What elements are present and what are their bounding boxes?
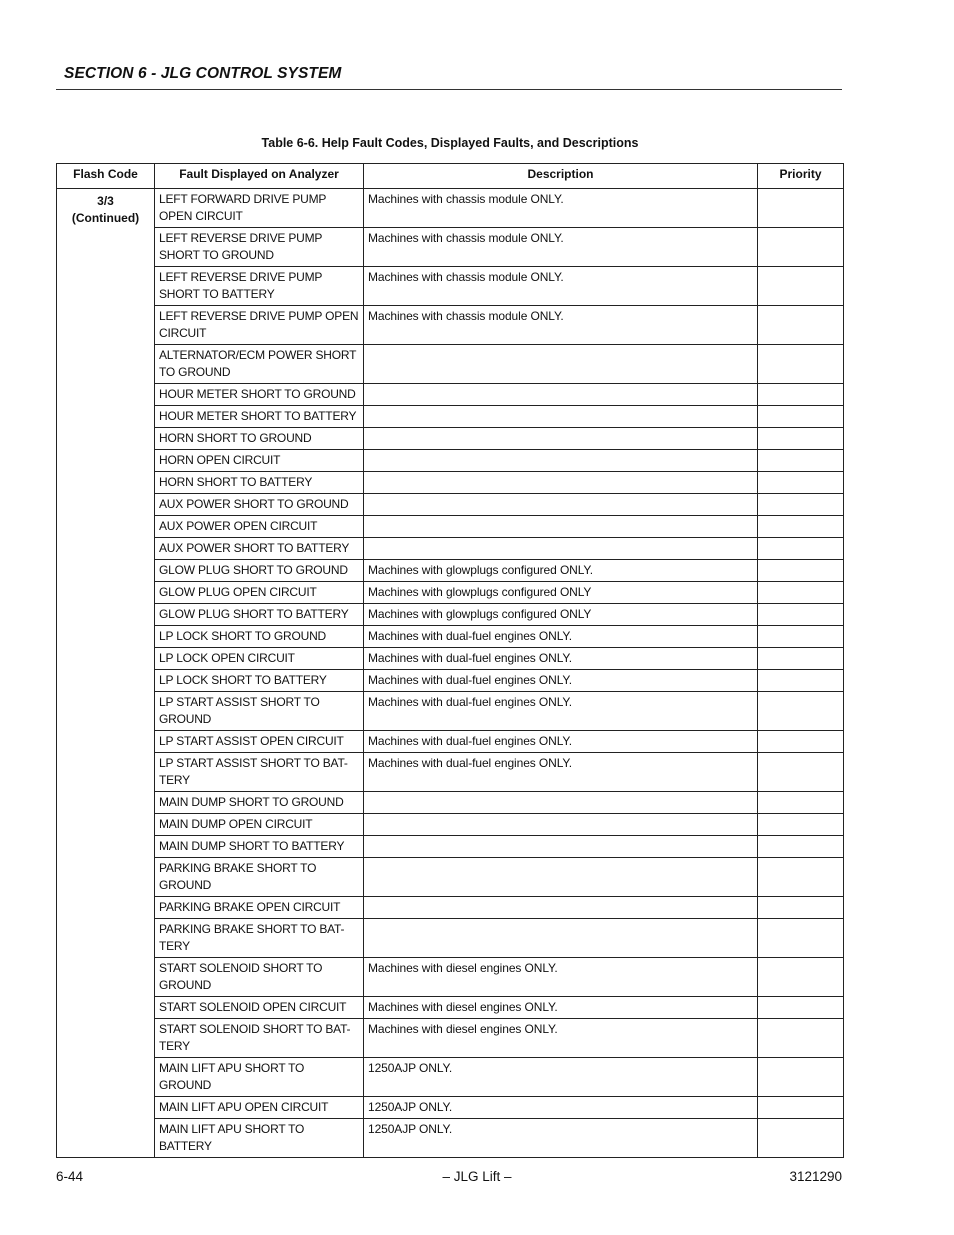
description-cell: 1250AJP ONLY. (364, 1119, 758, 1158)
description-cell (364, 384, 758, 406)
fault-cell: AUX POWER OPEN CIRCUIT (155, 516, 364, 538)
table-row (57, 958, 844, 997)
fault-cell: HORN SHORT TO BATTERY (155, 472, 364, 494)
table-row (57, 228, 844, 267)
priority-cell (758, 836, 844, 858)
flash-code-note: (Continued) (71, 211, 140, 225)
table-row (57, 560, 844, 582)
fault-cell: MAIN LIFT APU SHORT TO BATTERY (155, 1119, 364, 1158)
fault-cell: LEFT FORWARD DRIVE PUMP OPEN CIRCUIT (155, 189, 364, 228)
priority-cell (758, 582, 844, 604)
table-row (57, 692, 844, 731)
table-row (57, 428, 844, 450)
description-cell (364, 494, 758, 516)
priority-cell (758, 997, 844, 1019)
table-row (57, 858, 844, 897)
fault-cell: ALTERNATOR/ECM POWER SHORT TO GROUND (155, 345, 364, 384)
table-row (57, 897, 844, 919)
column-header-description: Description (364, 164, 758, 189)
priority-cell (758, 1119, 844, 1158)
table-row (57, 626, 844, 648)
fault-cell: GLOW PLUG OPEN CIRCUIT (155, 582, 364, 604)
priority-cell (758, 731, 844, 753)
fault-cell: LP START ASSIST OPEN CIRCUIT (155, 731, 364, 753)
description-cell: Machines with dual-fuel engines ONLY. (364, 731, 758, 753)
description-cell (364, 345, 758, 384)
priority-cell (758, 858, 844, 897)
description-cell: Machines with diesel engines ONLY. (364, 958, 758, 997)
description-cell (364, 428, 758, 450)
description-cell (364, 450, 758, 472)
description-cell (364, 538, 758, 560)
fault-cell: LP LOCK SHORT TO BATTERY (155, 670, 364, 692)
description-cell: Machines with glowplugs configured ONLY (364, 582, 758, 604)
fault-cell: START SOLENOID SHORT TO BAT-TERY (155, 1019, 364, 1058)
priority-cell (758, 472, 844, 494)
priority-cell (758, 753, 844, 792)
fault-cell: LP LOCK SHORT TO GROUND (155, 626, 364, 648)
priority-cell (758, 306, 844, 345)
table-row (57, 406, 844, 428)
fault-cell: HORN OPEN CIRCUIT (155, 450, 364, 472)
fault-cell: HOUR METER SHORT TO BATTERY (155, 406, 364, 428)
column-header-flash-code: Flash Code (57, 164, 155, 189)
table-row (57, 604, 844, 626)
priority-cell (758, 1097, 844, 1119)
table-row (57, 792, 844, 814)
description-cell: 1250AJP ONLY. (364, 1097, 758, 1119)
priority-cell (758, 538, 844, 560)
table-row (57, 384, 844, 406)
column-header-fault: Fault Displayed on Analyzer (155, 164, 364, 189)
table-row (57, 267, 844, 306)
table-row (57, 494, 844, 516)
table-row (57, 450, 844, 472)
priority-cell (758, 189, 844, 228)
fault-codes-table (56, 163, 844, 1158)
table-row (57, 1097, 844, 1119)
table-row (57, 919, 844, 958)
fault-cell: MAIN DUMP OPEN CIRCUIT (155, 814, 364, 836)
priority-cell (758, 267, 844, 306)
priority-cell (758, 560, 844, 582)
table-caption: Table 6-6. Help Fault Codes, Displayed Faults, and Descriptions (261, 136, 639, 150)
table-row (57, 997, 844, 1019)
priority-cell (758, 626, 844, 648)
table-row (57, 731, 844, 753)
description-cell: Machines with dual-fuel engines ONLY. (364, 670, 758, 692)
priority-cell (758, 670, 844, 692)
description-cell (364, 472, 758, 494)
priority-cell (758, 648, 844, 670)
fault-cell: START SOLENOID OPEN CIRCUIT (155, 997, 364, 1019)
description-cell (364, 792, 758, 814)
priority-cell (758, 897, 844, 919)
fault-cell: AUX POWER SHORT TO BATTERY (155, 538, 364, 560)
description-cell: Machines with dual-fuel engines ONLY. (364, 626, 758, 648)
table-row (57, 538, 844, 560)
priority-cell (758, 814, 844, 836)
fault-cell: MAIN DUMP SHORT TO GROUND (155, 792, 364, 814)
priority-cell (758, 450, 844, 472)
fault-cell: LEFT REVERSE DRIVE PUMP SHORT TO GROUND (155, 228, 364, 267)
fault-cell: LP LOCK OPEN CIRCUIT (155, 648, 364, 670)
priority-cell (758, 228, 844, 267)
fault-cell: PARKING BRAKE SHORT TO BAT-TERY (155, 919, 364, 958)
fault-cell: LP START ASSIST SHORT TO BAT-TERY (155, 753, 364, 792)
priority-cell (758, 345, 844, 384)
description-cell: Machines with dual-fuel engines ONLY. (364, 753, 758, 792)
table-row (57, 1019, 844, 1058)
description-cell (364, 516, 758, 538)
section-title: SECTION 6 - JLG CONTROL SYSTEM (64, 65, 342, 82)
priority-cell (758, 516, 844, 538)
description-cell: Machines with glowplugs configured ONLY (364, 604, 758, 626)
priority-cell (758, 428, 844, 450)
description-cell: Machines with dual-fuel engines ONLY. (364, 648, 758, 670)
table-row (57, 670, 844, 692)
description-cell: Machines with diesel engines ONLY. (364, 997, 758, 1019)
priority-cell (758, 958, 844, 997)
table-row (57, 472, 844, 494)
fault-cell: MAIN DUMP SHORT TO BATTERY (155, 836, 364, 858)
table-row (57, 836, 844, 858)
fault-cell: LEFT REVERSE DRIVE PUMP SHORT TO BATTERY (155, 267, 364, 306)
footer-publisher: – JLG Lift – (442, 1169, 512, 1184)
description-cell (364, 858, 758, 897)
description-cell: Machines with diesel engines ONLY. (364, 1019, 758, 1058)
priority-cell (758, 692, 844, 731)
description-cell (364, 919, 758, 958)
description-cell: Machines with chassis module ONLY. (364, 228, 758, 267)
priority-cell (758, 919, 844, 958)
fault-cell: PARKING BRAKE OPEN CIRCUIT (155, 897, 364, 919)
flash-code: 3/3 (97, 194, 114, 208)
table-row (57, 189, 844, 228)
fault-cell: LEFT REVERSE DRIVE PUMP OPEN CIRCUIT (155, 306, 364, 345)
priority-cell (758, 792, 844, 814)
fault-cell: GLOW PLUG SHORT TO GROUND (155, 560, 364, 582)
table-row (57, 1058, 844, 1097)
table-header-row (57, 164, 844, 189)
fault-cell: AUX POWER SHORT TO GROUND (155, 494, 364, 516)
priority-cell (758, 494, 844, 516)
section-divider (56, 89, 842, 90)
description-cell: Machines with dual-fuel engines ONLY. (364, 692, 758, 731)
priority-cell (758, 384, 844, 406)
description-cell (364, 814, 758, 836)
table-row (57, 753, 844, 792)
table-row (57, 648, 844, 670)
table-row (57, 306, 844, 345)
description-cell: Machines with chassis module ONLY. (364, 267, 758, 306)
description-cell (364, 836, 758, 858)
priority-cell (758, 604, 844, 626)
priority-cell (758, 1058, 844, 1097)
description-cell: Machines with glowplugs configured ONLY. (364, 560, 758, 582)
column-header-priority: Priority (758, 164, 844, 189)
table-row (57, 814, 844, 836)
table-row (57, 345, 844, 384)
fault-cell: HORN SHORT TO GROUND (155, 428, 364, 450)
fault-cell: START SOLENOID SHORT TO GROUND (155, 958, 364, 997)
fault-cell: PARKING BRAKE SHORT TO GROUND (155, 858, 364, 897)
fault-cell: HOUR METER SHORT TO GROUND (155, 384, 364, 406)
document-number: 3121290 (789, 1169, 842, 1184)
fault-cell: MAIN LIFT APU SHORT TO GROUND (155, 1058, 364, 1097)
description-cell (364, 406, 758, 428)
fault-cell: GLOW PLUG SHORT TO BATTERY (155, 604, 364, 626)
table-row (57, 1119, 844, 1158)
table-body (57, 189, 844, 1158)
priority-cell (758, 406, 844, 428)
description-cell: 1250AJP ONLY. (364, 1058, 758, 1097)
priority-cell (758, 1019, 844, 1058)
table-row (57, 516, 844, 538)
table-row (57, 582, 844, 604)
fault-cell: LP START ASSIST SHORT TO GROUND (155, 692, 364, 731)
fault-cell: MAIN LIFT APU OPEN CIRCUIT (155, 1097, 364, 1119)
description-cell: Machines with chassis module ONLY. (364, 189, 758, 228)
description-cell (364, 897, 758, 919)
flash-code-cell (57, 189, 155, 1158)
page-number: 6-44 (56, 1169, 84, 1184)
description-cell: Machines with chassis module ONLY. (364, 306, 758, 345)
